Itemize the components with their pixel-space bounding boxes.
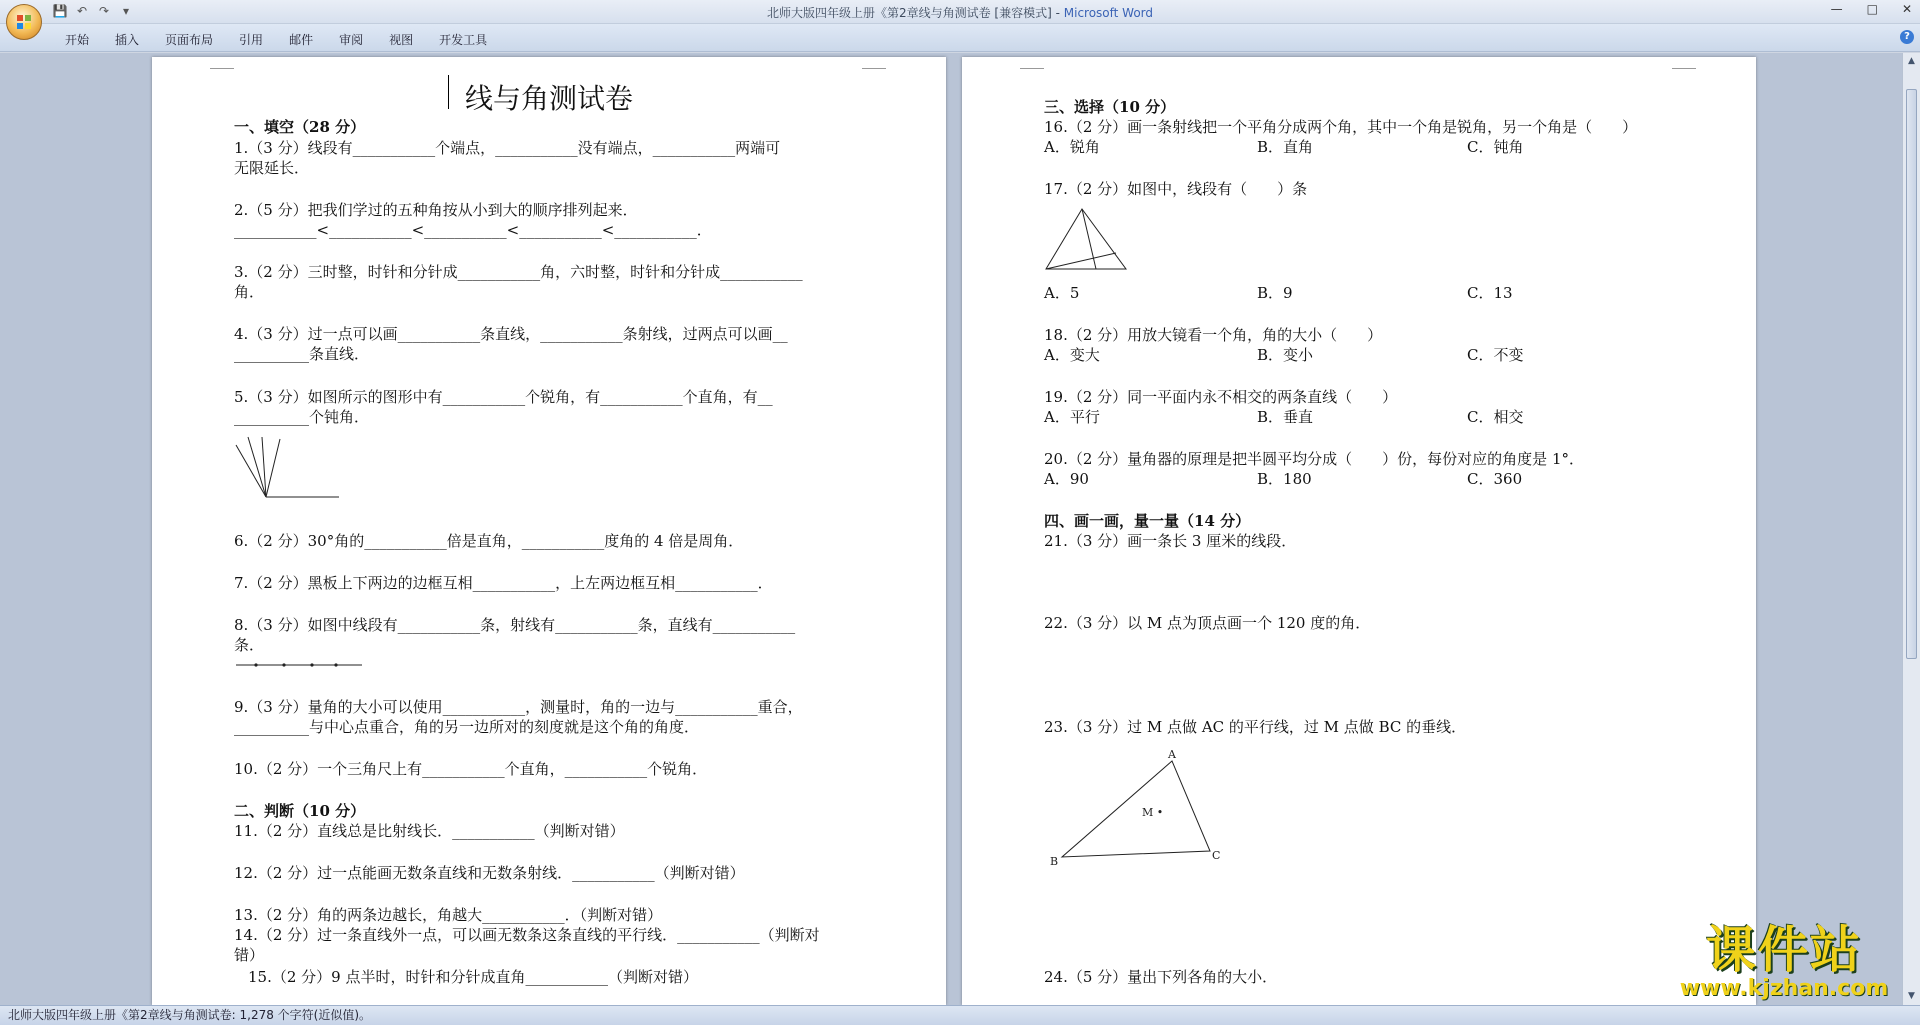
tab-references[interactable]: 引用 <box>239 33 264 47</box>
option-b: B．直角 <box>1257 138 1314 156</box>
customize-icon[interactable]: ▾ <box>122 4 130 18</box>
question-line: 17.（2 分）如图中，线段有（ ）条 <box>1044 180 1308 198</box>
option-b: B．垂直 <box>1257 408 1314 426</box>
option-c: C．13 <box>1467 284 1513 302</box>
question-line: 6.（2 分）30°角的___________倍是直角，___________度角的 4 倍是周角． <box>234 532 744 550</box>
crop-mark <box>210 57 234 69</box>
scroll-down-icon[interactable]: ▼ <box>1908 991 1915 1001</box>
tab-page-layout[interactable]: 页面布局 <box>165 33 214 47</box>
tab-view[interactable]: 视图 <box>389 33 414 47</box>
point-m-label: M • <box>1142 806 1164 819</box>
option-b: B．9 <box>1257 284 1293 302</box>
tab-insert[interactable]: 插入 <box>115 33 140 47</box>
question-line: 条． <box>234 636 265 654</box>
question-line: __________与中心点重合，角的另一边所对的刻度就是这个角的角度． <box>234 718 700 736</box>
ribbon-tabs <box>52 28 500 51</box>
option-c: C．相交 <box>1467 408 1524 426</box>
page-2[interactable] <box>962 57 1756 1005</box>
undo-icon[interactable]: ↶ <box>76 4 88 18</box>
question-line: 错） <box>234 946 265 964</box>
office-logo-icon <box>16 14 32 30</box>
vertex-c-label: C <box>1212 849 1221 862</box>
question-line: 14.（2 分）过一条直线外一点，可以画无数条这条直线的平行线．___________（判断对 <box>234 926 820 944</box>
tab-review[interactable]: 审阅 <box>339 33 364 47</box>
question-line: 18.（2 分）用放大镜看一个角，角的大小（ ） <box>1044 326 1383 344</box>
question-line: __________个钝角． <box>234 408 370 426</box>
document-workspace <box>0 53 1902 1005</box>
question-line: 15.（2 分）9 点半时，时针和分针成直角___________（判断对错） <box>248 968 698 986</box>
vertex-a-label: A <box>1168 749 1176 761</box>
option-b: B．变小 <box>1257 346 1314 364</box>
question-line: 22.（3 分）以 M 点为顶点画一个 120 度的角． <box>1044 614 1371 632</box>
status-text: 北师大版四年级上册《第2章线与角测试卷: 1,278 个字符(近似值)。 <box>8 1008 372 1022</box>
option-a: A．平行 <box>1044 408 1100 426</box>
minimize-button[interactable]: — <box>1830 2 1843 16</box>
question-line: 20.（2 分）量角器的原理是把半圆平均分成（ ）份，每份对应的角度是 1°． <box>1044 450 1584 468</box>
scroll-thumb[interactable] <box>1906 89 1917 659</box>
watermark-title: 课件站 <box>1706 921 1862 979</box>
vertex-b-label: B <box>1050 855 1059 868</box>
option-b: B．180 <box>1257 470 1312 488</box>
option-a: A．90 <box>1044 470 1089 488</box>
question-line: 21.（3 分）画一条长 3 厘米的线段． <box>1044 532 1297 550</box>
option-a: A．锐角 <box>1044 138 1100 156</box>
close-button[interactable]: ✕ <box>1901 2 1912 16</box>
crop-mark <box>862 57 886 69</box>
site-watermark <box>1668 922 1900 1000</box>
question-line: 4.（3 分）过一点可以画___________条直线，___________条射线，过两点可以画__ <box>234 325 788 343</box>
section-heading: 四、画一画，量一量（14 分） <box>1044 512 1251 530</box>
question-line: 16.（2 分）画一条射线把一个平角分成两个角，其中一个角是锐角，另一个角是（ ） <box>1044 118 1638 136</box>
option-c: C．不变 <box>1467 346 1524 364</box>
option-a: A．变大 <box>1044 346 1100 364</box>
question-line: 8.（3 分）如图中线段有___________条，射线有___________条，直线有___________ <box>234 616 796 634</box>
question-line: 12.（2 分）过一点能画无数条直线和无数条射线．___________（判断对错） <box>234 864 745 882</box>
question-line: 3.（2 分）三时整，时针和分针成___________角，六时整，时针和分针成___________ <box>234 263 803 281</box>
tab-mailings[interactable]: 邮件 <box>289 33 314 47</box>
tab-developer[interactable]: 开发工具 <box>439 33 488 47</box>
vertical-scrollbar[interactable] <box>1902 53 1920 1005</box>
text-cursor <box>448 75 449 109</box>
window-title <box>0 4 1920 21</box>
tab-home[interactable]: 开始 <box>65 33 90 47</box>
option-c: C．钝角 <box>1467 138 1524 156</box>
page-1[interactable] <box>152 57 946 1005</box>
scroll-up-icon[interactable]: ▲ <box>1908 56 1915 66</box>
save-icon[interactable]: 💾 <box>52 4 68 18</box>
watermark-url: www.kjzhan.com <box>1679 976 1889 1001</box>
ribbon <box>0 24 1920 52</box>
question-line: 7.（2 分）黑板上下两边的边框互相___________，上左两边框互相___________． <box>234 574 773 592</box>
line-segment-figure <box>234 657 364 673</box>
section-heading: 三、选择（10 分） <box>1044 98 1176 116</box>
maximize-button[interactable]: □ <box>1866 2 1878 16</box>
office-button[interactable] <box>6 4 42 40</box>
status-bar <box>0 1005 1920 1025</box>
document-heading: 线与角测试卷 <box>464 82 633 115</box>
crop-mark <box>1020 57 1044 69</box>
help-icon[interactable]: ? <box>1900 30 1914 44</box>
triangle-figure-17 <box>1044 205 1134 275</box>
question-line: 1.（3 分）线段有___________个端点，___________没有端点，___________两端可 <box>234 139 781 157</box>
question-line: 2.（5 分）把我们学过的五种角按从小到大的顺序排列起来． <box>234 201 638 219</box>
question-line: 11.（2 分）直线总是比射线长．___________（判断对错） <box>234 822 625 840</box>
question-line: 9.（3 分）量角的大小可以使用___________，测量时，角的一边与___________重合， <box>234 698 803 716</box>
app-name: Microsoft Word <box>1063 6 1154 20</box>
crop-mark <box>1672 57 1696 69</box>
question-line: __________条直线． <box>234 345 370 363</box>
redo-icon[interactable]: ↷ <box>98 4 110 18</box>
question-line: 24.（5 分）量出下列各角的大小． <box>1044 968 1278 986</box>
question-line: 19.（2 分）同一平面内永不相交的两条直线（ ） <box>1044 388 1398 406</box>
question-line: ___________<___________<___________<___________<___________． <box>234 221 712 239</box>
document-title-text: 北师大版四年级上册《第2章线与角测试卷 [兼容模式] - <box>766 6 1064 20</box>
title-bar <box>0 0 1920 24</box>
option-a: A．5 <box>1044 284 1080 302</box>
section-heading: 一、填空（28 分） <box>234 118 366 136</box>
window-controls <box>1831 2 1912 16</box>
question-line: 5.（3 分）如图所示的图形中有___________个锐角，有___________个直角，有__ <box>234 388 773 406</box>
option-c: C．360 <box>1467 470 1523 488</box>
question-line: 无限延长． <box>234 159 310 177</box>
triangle-abc-figure <box>1044 749 1244 879</box>
question-line: 10.（2 分）一个三角尺上有___________个直角，___________个锐角． <box>234 760 708 778</box>
section-heading: 二、判断（10 分） <box>234 802 366 820</box>
angle-figure <box>234 435 344 505</box>
question-line: 角． <box>234 283 265 301</box>
question-line: 13.（2 分）角的两条边越长，角越大___________．（判断对错） <box>234 906 663 924</box>
question-line: 23.（3 分）过 M 点做 AC 的平行线，过 M 点做 BC 的垂线． <box>1044 718 1467 736</box>
